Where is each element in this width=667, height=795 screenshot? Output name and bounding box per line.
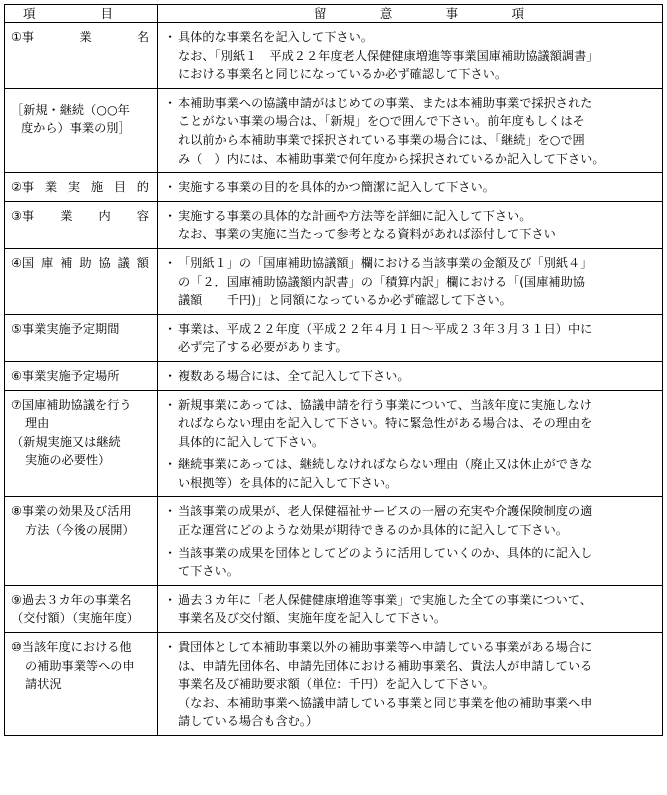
guidelines-table [4,4,663,736]
note-cell: ・ 「別紙１」の「国庫補助協議額」欄における当該事業の金額及び「別紙４」 の「２．国庫補助協議額内訳書」の「積算内訳」欄における「(国庫補助協 議額 千円)」と同額になっているか必ず確認して下さい。 [158,248,663,314]
table-row [5,361,663,390]
item-cell: ④国 庫 補 助 協 議 額 [5,248,158,314]
item-cell: ⑨過去３カ年の事業名 （交付額）（実施年度） [5,585,158,632]
table-row [5,173,663,202]
table-row [5,201,663,248]
item-cell: ⑤事業実施予定期間 [5,314,158,361]
item-cell: ①事 業 名 [5,23,158,89]
note-cell: ・ 実施する事業の具体的な計画や方法等を詳細に記入して下さい。 なお、事業の実施に当たって参考となる資料があれば添付して下さい [158,201,663,248]
note-cell: ・ 当該事業の成果が、老人保健福祉サービスの一層の充実や介護保険制度の適 正な運営にどのような効果が期待できるのか具体的に記入して下さい。 ・ 当該事業の成果を団体としてどのように活用していくのか、具体的に記入し て下さい。 [158,497,663,585]
header-item: 項 目 [5,5,158,23]
note-cell: ・ 貴団体として本補助事業以外の補助事業等へ申請している事業がある場合に は、申請先団体名、申請先団体における補助事業名、貴法人が申請している 事業名及び補助要求額（単位：千円）を記入して下さい。 （なお、本補助事業へ協議申請している事業と同じ事業を他の補助事業へ申 請している場合も含む。） [158,633,663,736]
note-cell: ・ 複数ある場合には、全て記入して下さい。 [158,361,663,390]
table-row [5,633,663,736]
item-cell: ⑦国庫補助協議を行う 理由 （新規実施又は継続 実施の必要性） [5,390,158,497]
table-row [5,23,663,89]
note-cell: ・ 具体的な事業名を記入して下さい。 なお、「別紙１ 平成２２年度老人保健健康増進等事業国庫補助協議額調書」 における事業名と同じになっているか必ず確認して下さい。 [158,23,663,89]
item-cell: ⑧事業の効果及び活用 方法（今後の展開） [5,497,158,585]
table-row [5,88,663,172]
item-cell: ②事 業 実 施 目 的 [5,173,158,202]
note-cell: ・ 事業は、平成２２年度（平成２２年４月１日～平成２３年３月３１日）中に 必ず完了する必要があります。 [158,314,663,361]
item-cell: ［新規・継続（○○年 度から）事業の別］ [5,88,158,172]
note-cell: ・ 過去３カ年に「老人保健健康増進等事業」で実施した全ての事業について、 事業名及び交付額、実施年度を記入して下さい。 [158,585,663,632]
table-row [5,248,663,314]
note-cell: ・ 本補助事業への協議申請がはじめての事業、または本補助事業で採択された ことがない事業の場合は、「新規」を○で囲んで下さい。前年度もしくはそ れ以前から本補助事業で採択されている事業の場合には、「継続」を○で囲 み（ ）内には、本補助事業で何年度から採択されているか記入して下さい。 [158,88,663,172]
table-row [5,314,663,361]
table-row [5,585,663,632]
header-notes: 留 意 事 項 [158,5,663,23]
item-cell: ⑩当該年度における他 の補助事業等への申 請状況 [5,633,158,736]
note-cell: ・ 実施する事業の目的を具体的かつ簡潔に記入して下さい。 [158,173,663,202]
table-row [5,497,663,585]
note-cell: ・ 新規事業にあっては、協議申請を行う事業について、当該年度に実施しなけ ればならない理由を記入して下さい。特に緊急性がある場合は、その理由を 具体的に記入して下さい。 ・ 継続事業にあっては、継続しなければならない理由（廃止又は休止ができな い根拠等）を具体的に記入して下さい。 [158,390,663,497]
item-cell: ⑥事業実施予定場所 [5,361,158,390]
item-cell: ③事 業 内 容 [5,201,158,248]
table-row [5,390,663,497]
header-row [5,5,663,23]
